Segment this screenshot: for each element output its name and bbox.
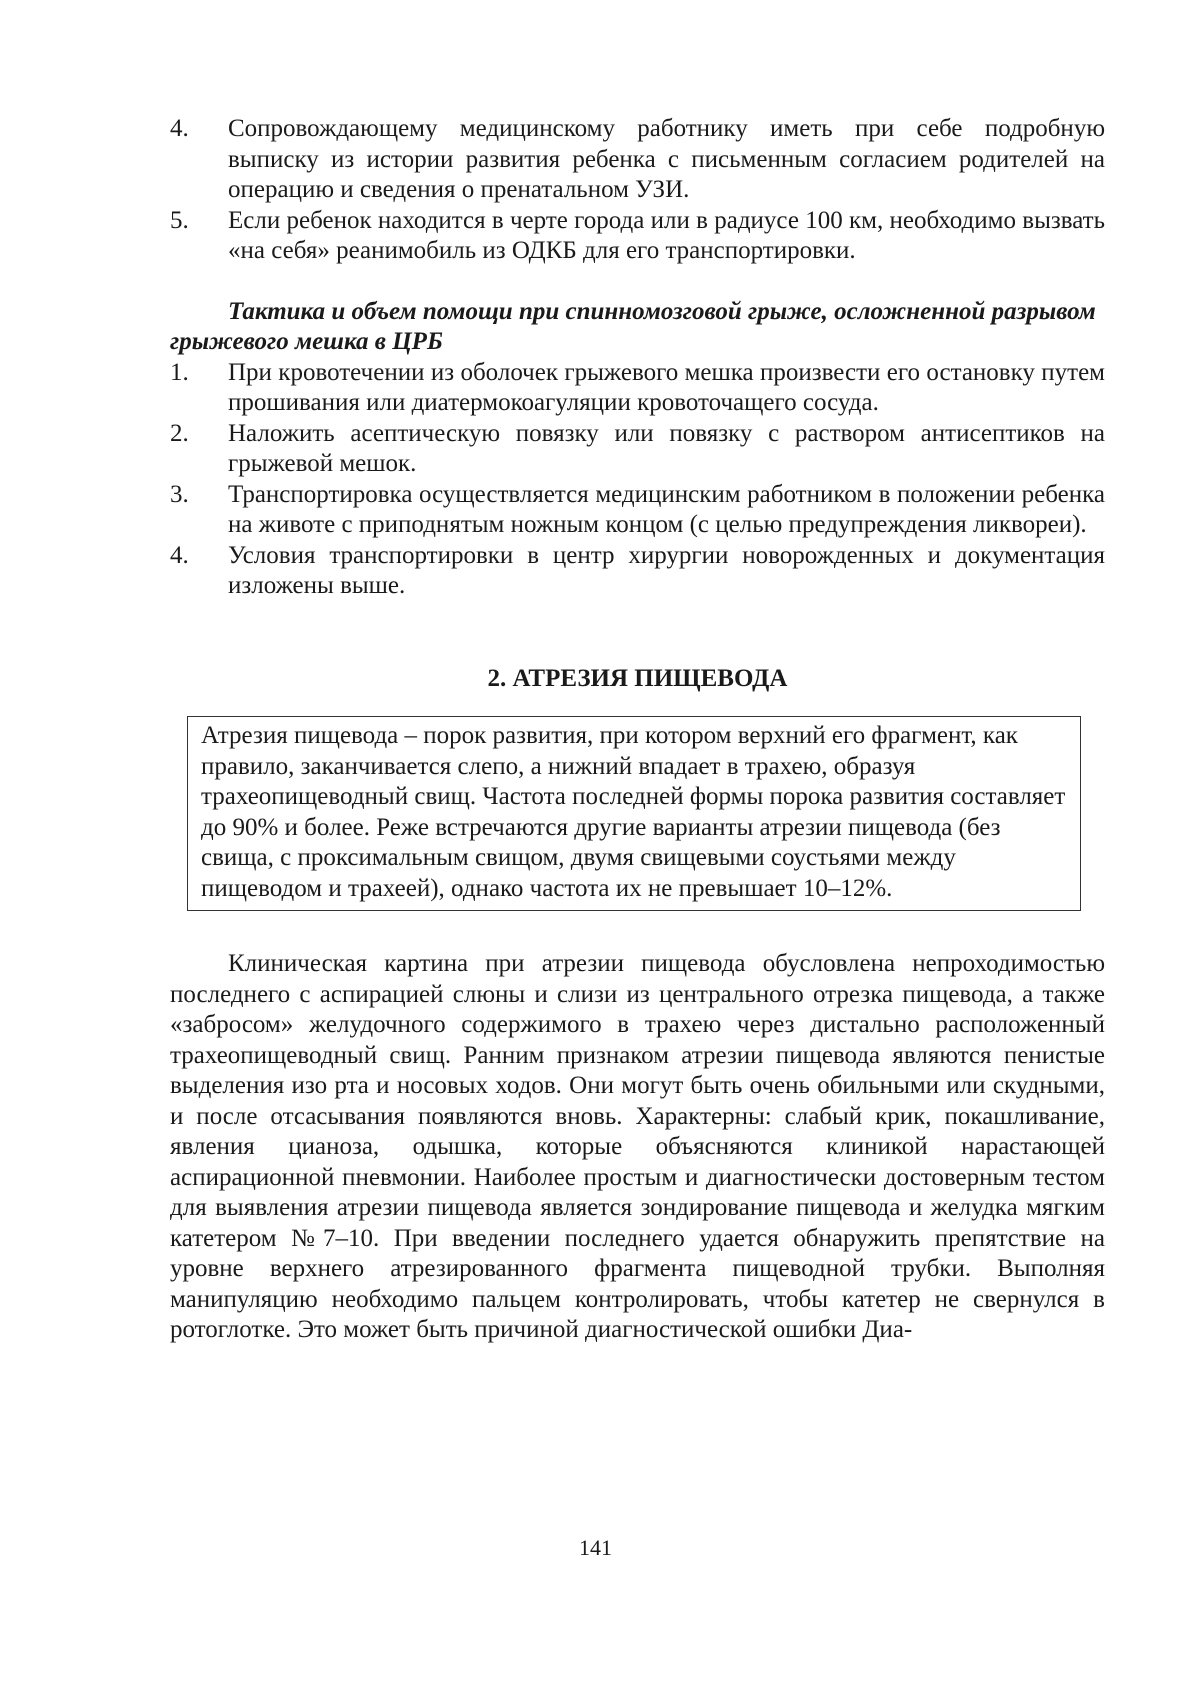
list-tactics xyxy=(170,358,1105,602)
list-item-number: 4. xyxy=(170,115,189,142)
list-item-number: 2. xyxy=(170,419,189,447)
list-item xyxy=(170,419,1105,480)
list-item xyxy=(170,541,1105,602)
body-paragraph: Клиническая картина при атрезии пищевода обусловлена непроходимостью последнего с аспирацией слюны и слизи из центрального отрезка пищевода, а также «забросом» желудочного содержимого в трахею через дистально расположенный трахеопищеводный свищ. Ранним признаком атрезии пищевода являются пенистые выделения изо рта и носовых ходов. Они могут быть очень обильными или скудными, и после отсасывания появляются вновь. Характерны: слабый крик, покашливание, явления цианоза, одышка, которые объясняются клиникой нарастающей аспирационной пневмонии. Наиболее простым и диагностически достоверным тестом для выявления атрезии пищевода является зондирование пищевода и желудка мягким катетером №7–10. При введении последнего удается обнаружить препятствие на уровне верхнего атрезированного фрагмента пищеводной трубки. Выполняя манипуляцию необходимо пальцем контролировать, чтобы катетер не свернулся в ротоглотке. Это может быть причиной диагностической ошибки Диа- xyxy=(170,950,1105,1343)
list-item-number: 3. xyxy=(170,480,189,508)
list-item-number: 4. xyxy=(170,541,189,569)
list-item-text: Сопровождающему медицинскому работнику иметь при себе подробную выписку из истории развития ребенка с письменным согласием родителей на операцию и сведения о пренатальном УЗИ. xyxy=(228,115,1105,203)
page-content xyxy=(170,114,1105,1346)
list-item xyxy=(170,206,1105,267)
list-item xyxy=(170,358,1105,419)
list-item-text: Транспортировка осуществляется медицинским работником в положении ребенка на животе с приподнятым ножным концом (с целью предупреждения ликвореи). xyxy=(228,480,1105,538)
list-item-text: Если ребенок находится в черте города или в радиусе 100 км, необходимо вызвать «на себя» реанимобиль из ОДКБ для его транспортировки. xyxy=(228,206,1105,264)
page-number: 141 xyxy=(579,1535,612,1560)
list-item-text: Наложить асептическую повязку или повязку с раствором антисептиков на грыжевой мешок. xyxy=(228,419,1105,477)
list-item-text: При кровотечении из оболочек грыжевого мешка произвести его остановку путем прошивания или диатермокоагуляции кровоточащего сосуда. xyxy=(228,358,1105,416)
list-item-number: 5. xyxy=(170,206,189,234)
tactics-subheading: Тактика и объем помощи при спинномозговой грыже, осложненной разрывом грыжевого мешка в ЦРБ xyxy=(170,297,1096,355)
section-title: 2. АТРЕЗИЯ ПИЩЕВОДА xyxy=(487,664,788,692)
definition-box: Атрезия пищевода – порок развития, при котором верхний его фрагмент, как правило, заканчивается слепо, а нижний впадает в трахею, образуя трахеопищеводный свищ. Частота последней формы порока развития составляет до 90% и более. Реже встречаются другие варианты атрезии пищевода (без свища, с проксимальным свищом, двумя свищевыми соустьями между пищеводом и трахеей), однако частота их не превышает 10–12%. xyxy=(187,716,1081,911)
list-item xyxy=(170,114,1105,206)
list-top xyxy=(170,114,1105,267)
list-item-text: Условия транспортировки в центр хирургии новорожденных и документация изложены выше. xyxy=(228,541,1105,599)
list-item-number: 1. xyxy=(170,358,189,386)
list-item xyxy=(170,480,1105,541)
